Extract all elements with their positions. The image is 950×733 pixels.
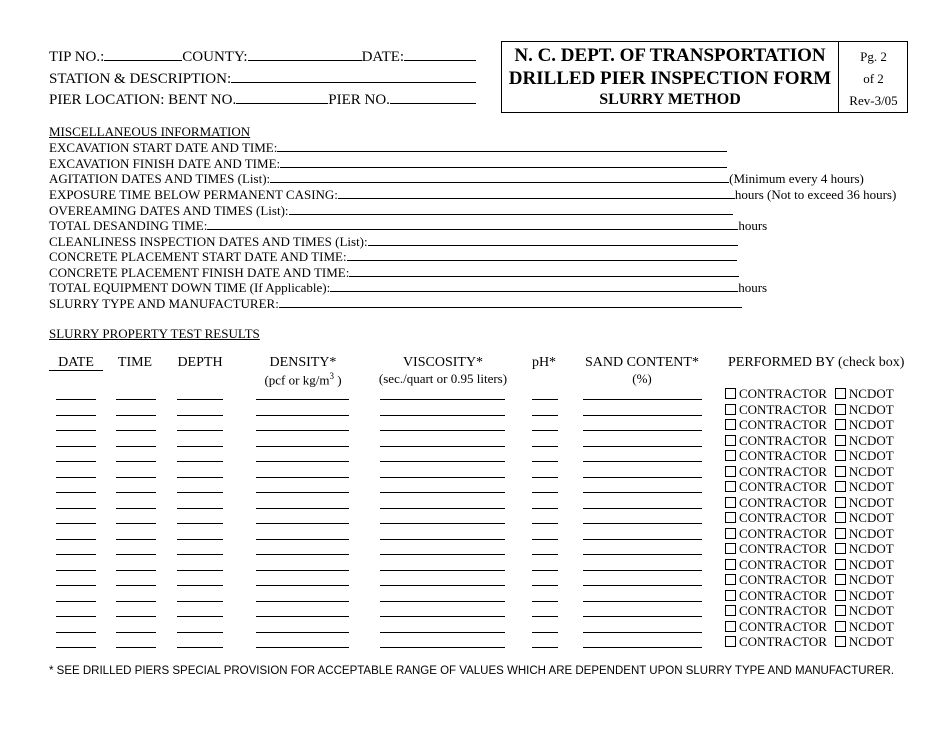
ncdot-checkbox[interactable] (835, 543, 846, 554)
row-ph-line[interactable] (532, 415, 558, 416)
misc-field-suffix: (Minimum every 4 hours) (729, 171, 864, 186)
ncdot-label: NCDOT (848, 448, 894, 463)
row-sand-line[interactable] (583, 508, 702, 509)
row-sand-line[interactable] (583, 430, 702, 431)
contractor-checkbox[interactable] (725, 450, 736, 461)
performed-by-options (725, 510, 894, 526)
row-density-line[interactable] (256, 492, 349, 493)
contractor-checkbox[interactable] (725, 543, 736, 554)
date-field[interactable] (404, 48, 476, 61)
ncdot-checkbox[interactable] (835, 621, 846, 632)
col-depth: DEPTH (177, 355, 223, 370)
ncdot-label: NCDOT (848, 510, 894, 525)
contractor-label: CONTRACTOR (739, 401, 827, 417)
misc-heading: MISCELLANEOUS INFORMATION (49, 124, 251, 139)
page-of: of 2 (863, 71, 884, 86)
row-density-line[interactable] (256, 570, 349, 571)
misc-field-line[interactable] (277, 139, 727, 152)
performed-by-options (725, 634, 894, 650)
row-date-line[interactable] (56, 616, 96, 617)
row-time-line[interactable] (116, 554, 156, 555)
contractor-label: CONTRACTOR (739, 479, 827, 494)
misc-field (49, 248, 737, 265)
row-date-line[interactable] (56, 554, 96, 555)
header-line-3 (49, 91, 476, 109)
misc-field-line[interactable] (338, 186, 735, 199)
ncdot-checkbox[interactable] (835, 590, 846, 601)
row-viscosity-line[interactable] (380, 508, 505, 509)
row-ph-line[interactable] (532, 430, 558, 431)
ncdot-label: NCDOT (848, 618, 894, 634)
ncdot-checkbox[interactable] (835, 450, 846, 461)
row-date-line[interactable] (56, 492, 96, 493)
contractor-checkbox[interactable] (725, 466, 736, 477)
row-time-line[interactable] (116, 601, 156, 602)
ncdot-checkbox[interactable] (835, 404, 846, 415)
row-date-line[interactable] (56, 539, 96, 540)
row-date-line[interactable] (56, 570, 96, 571)
date-label: DATE: (361, 49, 405, 65)
row-viscosity-line[interactable] (380, 492, 505, 493)
contractor-label: CONTRACTOR (739, 510, 827, 525)
contractor-checkbox[interactable] (725, 512, 736, 523)
misc-field-label: AGITATION DATES AND TIMES (List): (49, 171, 271, 186)
row-depth-line[interactable] (177, 601, 223, 602)
misc-field-label: EXPOSURE TIME BELOW PERMANENT CASING: (49, 187, 338, 202)
misc-field-label: EXCAVATION FINISH DATE AND TIME: (49, 156, 281, 171)
misc-field-line[interactable] (279, 295, 742, 308)
ncdot-label: NCDOT (848, 634, 894, 649)
row-depth-line[interactable] (177, 430, 223, 431)
row-ph-line[interactable] (532, 616, 558, 617)
col-performed: PERFORMED BY (check box) (728, 355, 905, 370)
row-ph-line[interactable] (532, 585, 558, 586)
contractor-checkbox[interactable] (725, 528, 736, 539)
performed-by-options (725, 464, 894, 480)
row-sand-line[interactable] (583, 632, 702, 633)
row-time-line[interactable] (116, 647, 156, 648)
misc-field-line[interactable] (280, 155, 727, 168)
row-time-line[interactable] (116, 492, 156, 493)
row-ph-line[interactable] (532, 492, 558, 493)
row-density-line[interactable] (256, 601, 349, 602)
row-time-line[interactable] (116, 616, 156, 617)
contractor-checkbox[interactable] (725, 605, 736, 616)
row-depth-line[interactable] (177, 554, 223, 555)
row-viscosity-line[interactable] (380, 415, 505, 416)
col-date: DATE (49, 355, 103, 371)
row-ph-line[interactable] (532, 446, 558, 447)
row-sand-line[interactable] (583, 570, 702, 571)
row-density-line[interactable] (256, 616, 349, 617)
misc-field-line[interactable] (207, 217, 738, 230)
contractor-checkbox[interactable] (725, 435, 736, 446)
row-density-line[interactable] (256, 477, 349, 478)
contractor-checkbox[interactable] (725, 621, 736, 632)
contractor-checkbox[interactable] (725, 404, 736, 415)
ncdot-checkbox[interactable] (835, 528, 846, 539)
footnote: * SEE DRILLED PIERS SPECIAL PROVISION FOR ACCEPTABLE RANGE OF VALUES WHICH ARE DEPENDENT UPON SLURRY TYPE AND MANUFACTURER. (49, 665, 895, 677)
row-sand-line[interactable] (583, 616, 702, 617)
contractor-label: CONTRACTOR (739, 386, 827, 401)
ncdot-label: NCDOT (848, 401, 894, 417)
misc-field-suffix: hours (Not to exceed 36 hours) (734, 187, 897, 202)
title-line-3: SLURRY METHOD (599, 91, 741, 108)
contractor-label: CONTRACTOR (739, 463, 827, 479)
row-viscosity-line[interactable] (380, 446, 505, 447)
row-ph-line[interactable] (532, 632, 558, 633)
sand-unit: (%) (632, 371, 652, 386)
row-depth-line[interactable] (177, 523, 223, 524)
row-sand-line[interactable] (583, 601, 702, 602)
row-date-line[interactable] (56, 461, 96, 462)
row-viscosity-line[interactable] (380, 601, 505, 602)
misc-field (49, 186, 896, 203)
title-line-1: N. C. DEPT. OF TRANSPORTATION (514, 45, 826, 66)
row-depth-line[interactable] (177, 647, 223, 648)
misc-field (49, 217, 767, 234)
row-date-line[interactable] (56, 415, 96, 416)
county-label: COUNTY: (182, 49, 248, 65)
col-ph: pH* (531, 355, 557, 370)
row-ph-line[interactable] (532, 647, 558, 648)
ncdot-checkbox[interactable] (835, 574, 846, 585)
ncdot-label: NCDOT (848, 587, 894, 603)
misc-field (49, 279, 767, 296)
row-depth-line[interactable] (177, 570, 223, 571)
ncdot-checkbox[interactable] (835, 435, 846, 446)
misc-field-label: TOTAL EQUIPMENT DOWN TIME (If Applicable): (49, 280, 331, 295)
contractor-label: CONTRACTOR (739, 541, 827, 556)
title-line-2: DRILLED PIER INSPECTION FORM (508, 68, 832, 89)
row-ph-line[interactable] (532, 508, 558, 509)
row-depth-line[interactable] (177, 415, 223, 416)
row-viscosity-line[interactable] (380, 539, 505, 540)
row-time-line[interactable] (116, 632, 156, 633)
row-sand-line[interactable] (583, 647, 702, 648)
contractor-checkbox[interactable] (725, 590, 736, 601)
row-date-line[interactable] (56, 601, 96, 602)
row-viscosity-line[interactable] (380, 570, 505, 571)
misc-field-line[interactable] (330, 279, 738, 292)
viscosity-unit: (sec./quart or 0.95 liters) (378, 371, 508, 386)
station-field[interactable] (231, 70, 476, 83)
contractor-label: CONTRACTOR (739, 587, 827, 603)
row-time-line[interactable] (116, 585, 156, 586)
performed-by-options (725, 603, 894, 619)
ncdot-checkbox[interactable] (835, 636, 846, 647)
row-date-line[interactable] (56, 647, 96, 648)
density-unit-sup: 3 (329, 371, 334, 381)
misc-field-label: CLEANLINESS INSPECTION DATES AND TIMES (List): (49, 234, 368, 249)
ncdot-checkbox[interactable] (835, 497, 846, 508)
row-time-line[interactable] (116, 570, 156, 571)
row-date-line[interactable] (56, 399, 96, 400)
ncdot-label: NCDOT (848, 386, 894, 401)
row-date-line[interactable] (56, 585, 96, 586)
tip-field[interactable] (104, 48, 182, 61)
row-sand-line[interactable] (583, 399, 702, 400)
row-depth-line[interactable] (177, 492, 223, 493)
performed-by-options (725, 557, 894, 573)
misc-field-label: SLURRY TYPE AND MANUFACTURER: (49, 296, 279, 311)
title-box (501, 41, 908, 113)
ncdot-label: NCDOT (848, 525, 894, 541)
contractor-label: CONTRACTOR (739, 618, 827, 634)
row-ph-line[interactable] (532, 399, 558, 400)
row-density-line[interactable] (256, 554, 349, 555)
misc-field (49, 295, 742, 312)
ncdot-label: NCDOT (848, 541, 894, 556)
row-sand-line[interactable] (583, 461, 702, 462)
performed-by-options (725, 526, 894, 542)
row-ph-line[interactable] (532, 523, 558, 524)
row-density-line[interactable] (256, 430, 349, 431)
contractor-checkbox[interactable] (725, 559, 736, 570)
contractor-label: CONTRACTOR (739, 448, 827, 463)
misc-field-line[interactable] (368, 233, 738, 246)
row-sand-line[interactable] (583, 477, 702, 478)
row-viscosity-line[interactable] (380, 399, 505, 400)
row-date-line[interactable] (56, 477, 96, 478)
contractor-label: CONTRACTOR (739, 634, 827, 649)
contractor-label: CONTRACTOR (739, 525, 827, 541)
misc-field-line[interactable] (349, 264, 739, 277)
tip-label: TIP NO.: (49, 49, 105, 65)
misc-field-label: OVEREAMING DATES AND TIMES (List): (49, 203, 289, 218)
ncdot-checkbox[interactable] (835, 388, 846, 399)
row-ph-line[interactable] (532, 601, 558, 602)
contractor-label: CONTRACTOR (739, 572, 827, 587)
row-time-line[interactable] (116, 461, 156, 462)
row-depth-line[interactable] (177, 461, 223, 462)
row-viscosity-line[interactable] (380, 477, 505, 478)
row-depth-line[interactable] (177, 446, 223, 447)
col-density: DENSITY* (269, 355, 337, 370)
row-sand-line[interactable] (583, 554, 702, 555)
misc-field-label: EXCAVATION START DATE AND TIME: (49, 140, 278, 155)
performed-by-options (725, 541, 894, 557)
performed-by-options (725, 572, 894, 588)
performed-by-options (725, 619, 894, 635)
row-viscosity-line[interactable] (380, 647, 505, 648)
performed-by-options (725, 448, 894, 464)
row-depth-line[interactable] (177, 632, 223, 633)
row-ph-line[interactable] (532, 461, 558, 462)
ncdot-label: NCDOT (848, 494, 894, 510)
page-number: Pg. 2 (860, 49, 887, 64)
performed-by-options (725, 479, 894, 495)
contractor-label: CONTRACTOR (739, 417, 827, 432)
row-depth-line[interactable] (177, 477, 223, 478)
row-density-line[interactable] (256, 647, 349, 648)
row-sand-line[interactable] (583, 523, 702, 524)
density-unit-close: ) (333, 372, 342, 388)
row-viscosity-line[interactable] (380, 554, 505, 555)
bent-no-field[interactable] (236, 91, 328, 104)
row-density-line[interactable] (256, 632, 349, 633)
row-sand-line[interactable] (583, 415, 702, 416)
row-depth-line[interactable] (177, 508, 223, 509)
row-depth-line[interactable] (177, 399, 223, 400)
performed-by-options (725, 386, 894, 402)
row-depth-line[interactable] (177, 585, 223, 586)
row-ph-line[interactable] (532, 477, 558, 478)
row-time-line[interactable] (116, 446, 156, 447)
pier-location-label: PIER LOCATION: BENT NO. (49, 92, 237, 108)
row-time-line[interactable] (116, 415, 156, 416)
density-unit (255, 371, 351, 388)
ncdot-checkbox[interactable] (835, 466, 846, 477)
ncdot-label: NCDOT (848, 463, 894, 479)
row-viscosity-line[interactable] (380, 632, 505, 633)
row-ph-line[interactable] (532, 554, 558, 555)
performed-by-options (725, 417, 894, 433)
contractor-label: CONTRACTOR (739, 432, 827, 448)
row-sand-line[interactable] (583, 446, 702, 447)
performed-by-options (725, 588, 894, 604)
contractor-label: CONTRACTOR (739, 603, 827, 618)
row-date-line[interactable] (56, 446, 96, 447)
contractor-checkbox[interactable] (725, 497, 736, 508)
density-unit-text: (pcf or kg/m (264, 372, 330, 388)
misc-field-label: CONCRETE PLACEMENT START DATE AND TIME: (49, 249, 347, 264)
row-density-line[interactable] (256, 461, 349, 462)
contractor-checkbox[interactable] (725, 388, 736, 399)
col-viscosity: VISCOSITY* (402, 355, 484, 370)
pier-no-label: PIER NO. (328, 92, 390, 108)
col-sand: SAND CONTENT* (585, 355, 699, 370)
row-density-line[interactable] (256, 446, 349, 447)
row-sand-line[interactable] (583, 492, 702, 493)
ncdot-label: NCDOT (848, 432, 894, 448)
misc-field-label: TOTAL DESANDING TIME: (49, 218, 208, 233)
row-time-line[interactable] (116, 508, 156, 509)
ncdot-checkbox[interactable] (835, 481, 846, 492)
row-time-line[interactable] (116, 399, 156, 400)
row-viscosity-line[interactable] (380, 616, 505, 617)
misc-field-line[interactable] (270, 170, 729, 183)
revision: Rev-3/05 (849, 93, 898, 108)
ncdot-label: NCDOT (848, 417, 894, 432)
row-density-line[interactable] (256, 539, 349, 540)
misc-field-label: CONCRETE PLACEMENT FINISH DATE AND TIME: (49, 265, 350, 280)
row-date-line[interactable] (56, 508, 96, 509)
header-line-2 (49, 70, 476, 88)
row-time-line[interactable] (116, 477, 156, 478)
row-viscosity-line[interactable] (380, 523, 505, 524)
station-label: STATION & DESCRIPTION: (49, 71, 232, 87)
misc-field-suffix: hours (738, 218, 768, 233)
performed-by-options (725, 433, 894, 449)
row-time-line[interactable] (116, 430, 156, 431)
ncdot-label: NCDOT (848, 479, 894, 494)
county-field[interactable] (248, 48, 362, 61)
ncdot-label: NCDOT (848, 556, 894, 572)
row-depth-line[interactable] (177, 616, 223, 617)
misc-field-suffix: hours (738, 280, 768, 295)
col-time: TIME (117, 355, 153, 370)
row-ph-line[interactable] (532, 539, 558, 540)
row-time-line[interactable] (116, 523, 156, 524)
row-date-line[interactable] (56, 632, 96, 633)
row-viscosity-line[interactable] (380, 461, 505, 462)
misc-field (49, 139, 727, 156)
ncdot-checkbox[interactable] (835, 419, 846, 430)
row-viscosity-line[interactable] (380, 585, 505, 586)
row-sand-line[interactable] (583, 539, 702, 540)
row-depth-line[interactable] (177, 539, 223, 540)
ncdot-label: NCDOT (848, 603, 894, 618)
page-info (838, 42, 908, 112)
misc-field (49, 170, 864, 187)
contractor-label: CONTRACTOR (739, 556, 827, 572)
performed-by-options (725, 402, 894, 418)
row-time-line[interactable] (116, 539, 156, 540)
contractor-label: CONTRACTOR (739, 494, 827, 510)
row-density-line[interactable] (256, 399, 349, 400)
header-line-1 (49, 48, 476, 66)
pier-no-field[interactable] (390, 91, 476, 104)
ncdot-checkbox[interactable] (835, 512, 846, 523)
row-viscosity-line[interactable] (380, 430, 505, 431)
contractor-checkbox[interactable] (725, 481, 736, 492)
contractor-checkbox[interactable] (725, 419, 736, 430)
row-density-line[interactable] (256, 585, 349, 586)
row-sand-line[interactable] (583, 585, 702, 586)
ncdot-checkbox[interactable] (835, 605, 846, 616)
misc-field-line[interactable] (289, 202, 733, 215)
row-density-line[interactable] (256, 508, 349, 509)
row-density-line[interactable] (256, 415, 349, 416)
row-ph-line[interactable] (532, 570, 558, 571)
contractor-checkbox[interactable] (725, 574, 736, 585)
slurry-heading: SLURRY PROPERTY TEST RESULTS (49, 326, 260, 341)
row-density-line[interactable] (256, 523, 349, 524)
misc-field-line[interactable] (347, 248, 737, 261)
contractor-checkbox[interactable] (725, 636, 736, 647)
row-date-line[interactable] (56, 523, 96, 524)
ncdot-checkbox[interactable] (835, 559, 846, 570)
row-date-line[interactable] (56, 430, 96, 431)
performed-by-options (725, 495, 894, 511)
ncdot-label: NCDOT (848, 572, 894, 587)
